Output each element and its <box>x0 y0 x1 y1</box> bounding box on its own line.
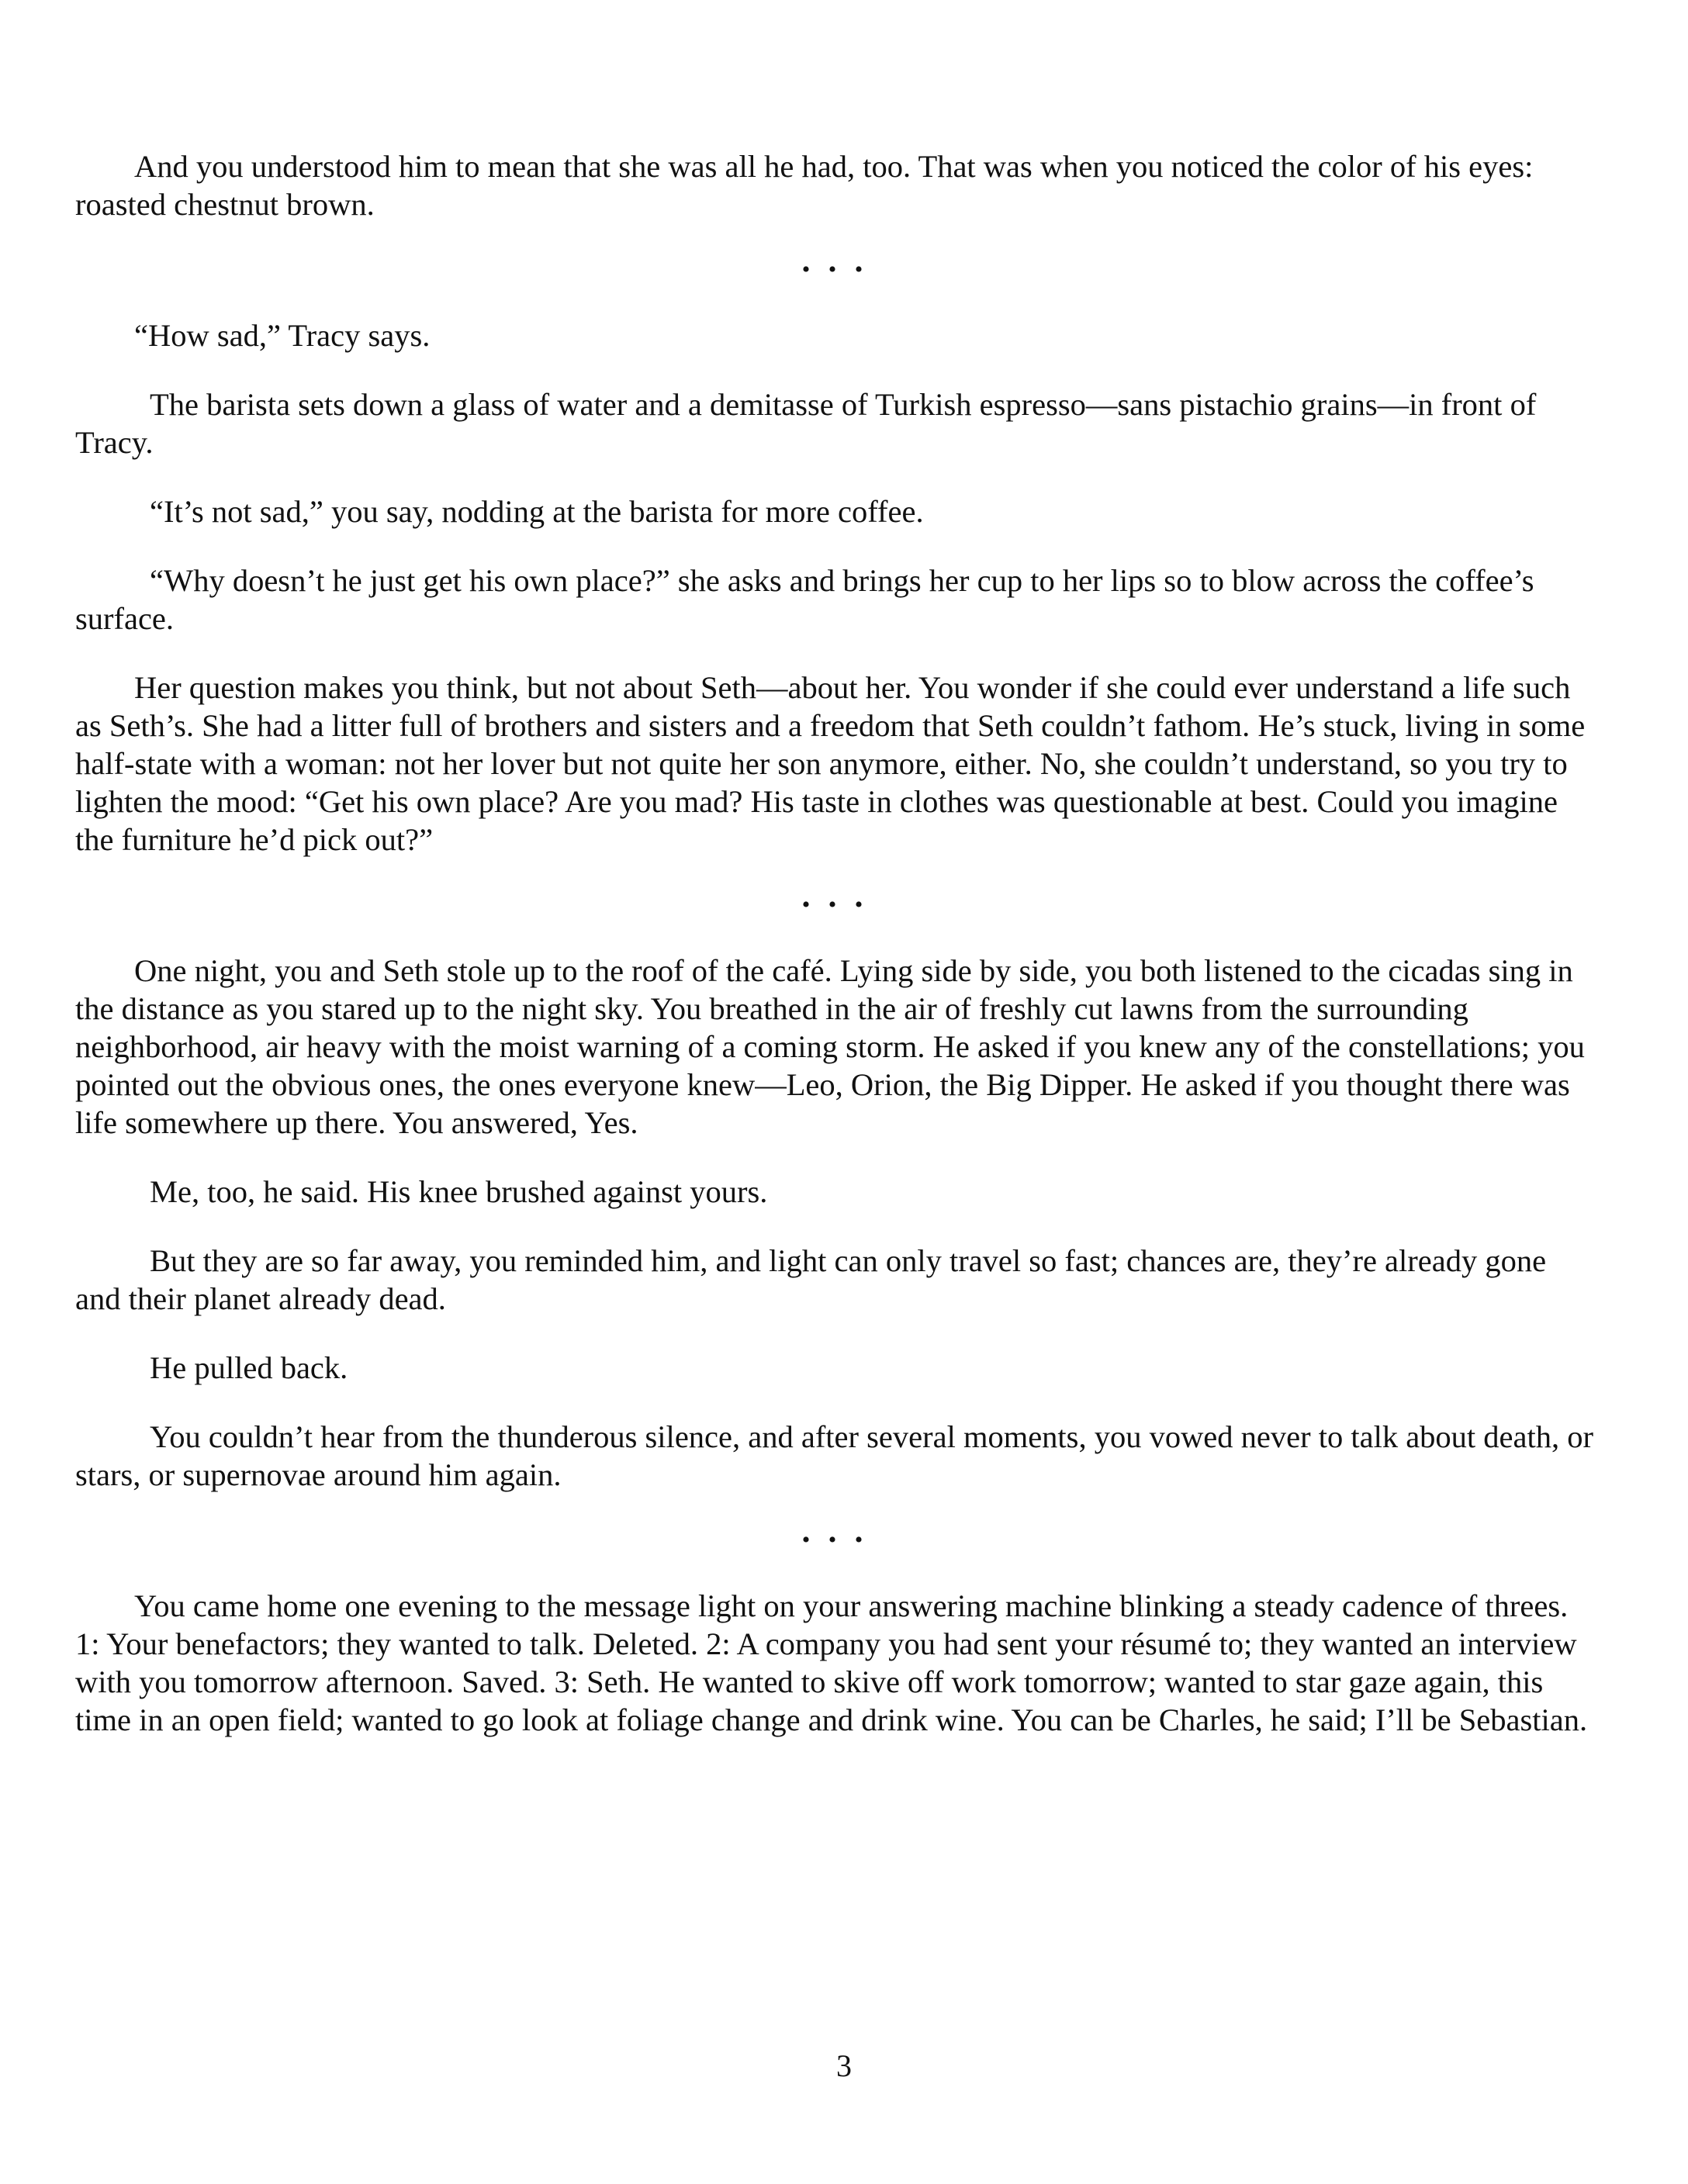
paragraph: You couldn’t hear from the thunderous silence, and after several moments, you vowed never to talk about death, or stars, or supernovae around him again. <box>75 1419 1594 1492</box>
paragraph: You came home one evening to the message light on your answering machine blinking a steady cadence of threes. 1: Your benefactors; they wanted to talk. Deleted. 2: A company you had sent your résumé to; they wanted an interview with you tomorrow afternoon. Saved. 3: Seth. He wanted to skive off work tomorrow; wanted to star gaze again, this time in an open field; wanted to go look at foliage change and drink wine. You can be Charles, he said; I’ll be Sebastian. <box>75 1588 1588 1737</box>
paragraph: The barista sets down a glass of water and a demitasse of Turkish espresso—sans pistachio grains—in front of Tracy. <box>75 387 1537 460</box>
paragraph: One night, you and Seth stole up to the roof of the café. Lying side by side, you both listened to the cicadas sing in the distance as you stared up to the night sky. You breathed in the air of freshly cut lawns from the surrounding neighborhood, air heavy with the moist warning of a coming storm. He asked if you knew any of the constellations; you pointed out the obvious ones, the ones everyone knew—Leo, Orion, the Big Dipper. He asked if you thought there was life somewhere up there. You answered, Yes. <box>75 953 1585 1140</box>
paragraph: Her question makes you think, but not about Seth—about her. You wonder if she could ever understand a life such as Seth’s. She had a litter full of brothers and sisters and a freedom that Seth couldn’t fathom. He’s stuck, living in some half-state with a woman: not her lover but not quite her son anymore, either. No, she couldn’t understand, so you try to lighten the mood: “Get his own place? Are you mad? His taste in clothes was questionable at best. Could you imagine the furniture he’d pick out?” <box>75 670 1586 857</box>
section-break <box>75 1494 1596 1587</box>
section-break-dots: • • • <box>801 892 870 917</box>
page-number: 3 <box>836 2048 852 2083</box>
paragraph: Me, too, he said. His knee brushed against yours. <box>150 1174 768 1209</box>
paragraph: “How sad,” Tracy says. <box>134 318 431 353</box>
section-break <box>75 859 1596 952</box>
paragraph: But they are so far away, you reminded him, and light can only travel so fast; chances are, they’re already gone and their planet already dead. <box>75 1243 1547 1316</box>
paragraph: “It’s not sad,” you say, nodding at the barista for more coffee. <box>150 494 924 529</box>
section-break-dots: • • • <box>801 257 870 282</box>
paragraph: He pulled back. <box>150 1350 348 1385</box>
section-break <box>75 223 1596 316</box>
document-page <box>75 147 1596 1739</box>
section-break-dots: • • • <box>801 1527 870 1553</box>
paragraph: “Why doesn’t he just get his own place?” she asks and brings her cup to her lips so to blow across the coffee’s surface. <box>75 563 1534 636</box>
paragraph: And you understood him to mean that she was all he had, too. That was when you noticed the color of his eyes: roasted chestnut brown. <box>75 149 1534 222</box>
